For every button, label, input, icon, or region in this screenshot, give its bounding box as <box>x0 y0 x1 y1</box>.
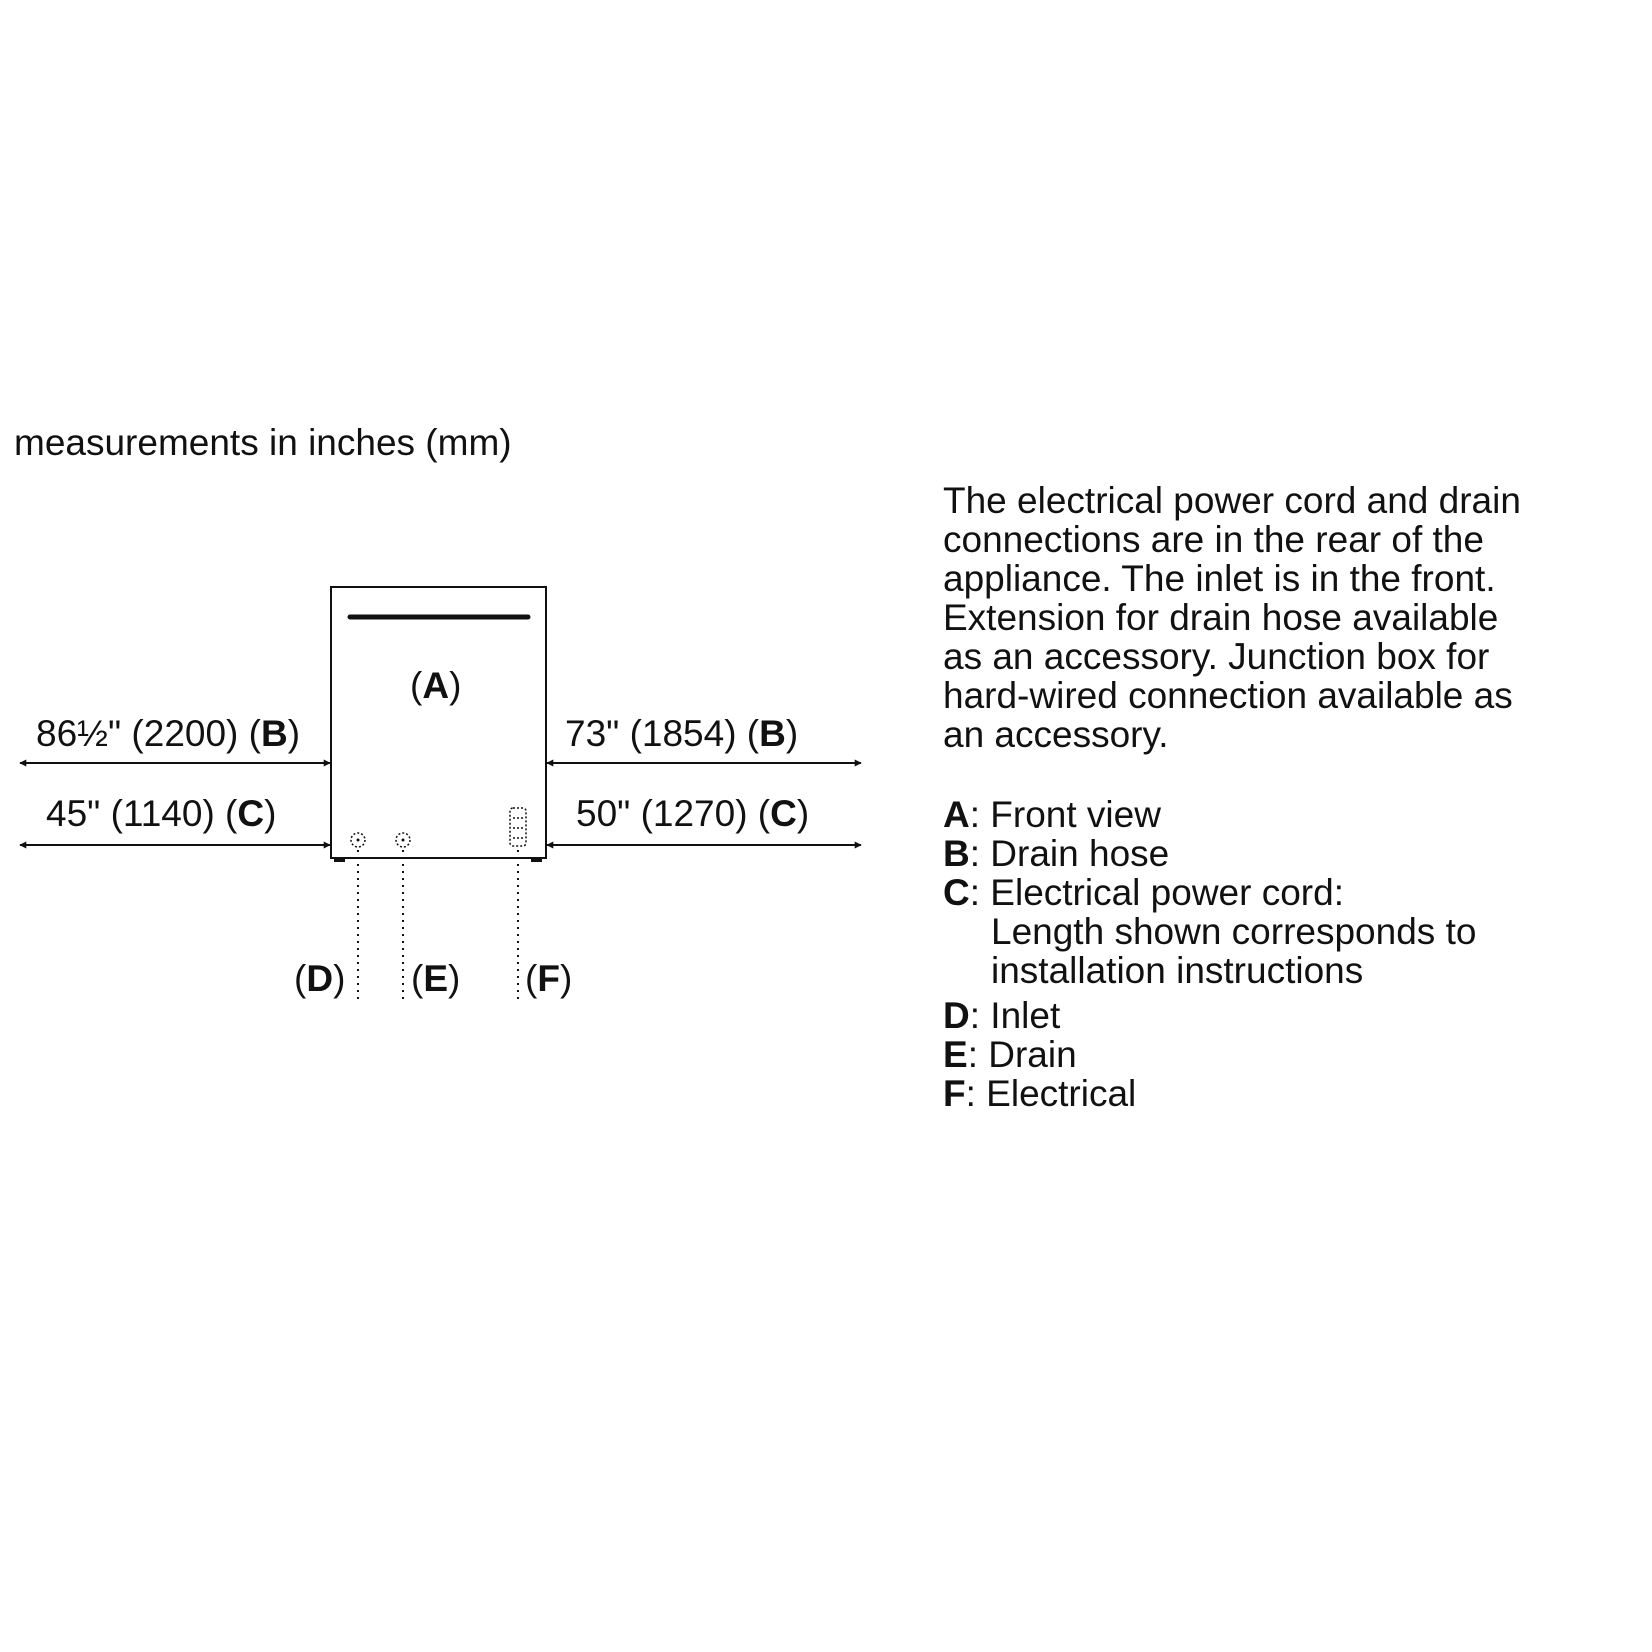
right-power-length: 50" (1270) (C) <box>576 793 810 834</box>
note-line: Extension for drain hose available <box>943 597 1499 638</box>
electrical-connector-icon <box>510 808 526 846</box>
note-line: connections are in the rear of the <box>943 519 1484 560</box>
legend-item-a: A: Front view <box>943 794 1161 835</box>
legend-item-c-continuation: installation instructions <box>991 950 1364 991</box>
legend-item-d: D: Inlet <box>943 995 1061 1036</box>
installation-note <box>943 481 1623 754</box>
left-power-length: 45" (1140) (C) <box>46 793 277 834</box>
legend-item-c-continuation: Length shown corresponds to <box>991 911 1477 952</box>
left-foot <box>334 858 345 862</box>
right-drain-length: 73" (1854) (B) <box>565 713 799 754</box>
label-d: (D) <box>294 958 346 999</box>
note-line: The electrical power cord and drain <box>943 480 1521 521</box>
legend-item-f: F: Electrical <box>943 1073 1137 1114</box>
right-foot <box>531 858 542 862</box>
legend-item-b: B: Drain hose <box>943 833 1170 874</box>
label-a: (A) <box>410 665 462 706</box>
left-drain-length: 86½" (2200) (B) <box>36 713 301 754</box>
label-e: (E) <box>411 958 461 999</box>
legend-item-e: E: Drain <box>943 1034 1077 1075</box>
units-caption: measurements in inches (mm) <box>14 422 512 463</box>
note-line: an accessory. <box>943 714 1169 755</box>
legend <box>943 795 1476 1113</box>
note-line: as an accessory. Junction box for <box>943 636 1490 677</box>
drain-connector-icon <box>396 833 410 847</box>
note-line: appliance. The inlet is in the front. <box>943 558 1496 599</box>
legend-item-c: C: Electrical power cord: <box>943 872 1344 913</box>
note-line: hard-wired connection available as <box>943 675 1513 716</box>
label-f: (F) <box>525 958 573 999</box>
inlet-connector-icon <box>351 833 365 847</box>
